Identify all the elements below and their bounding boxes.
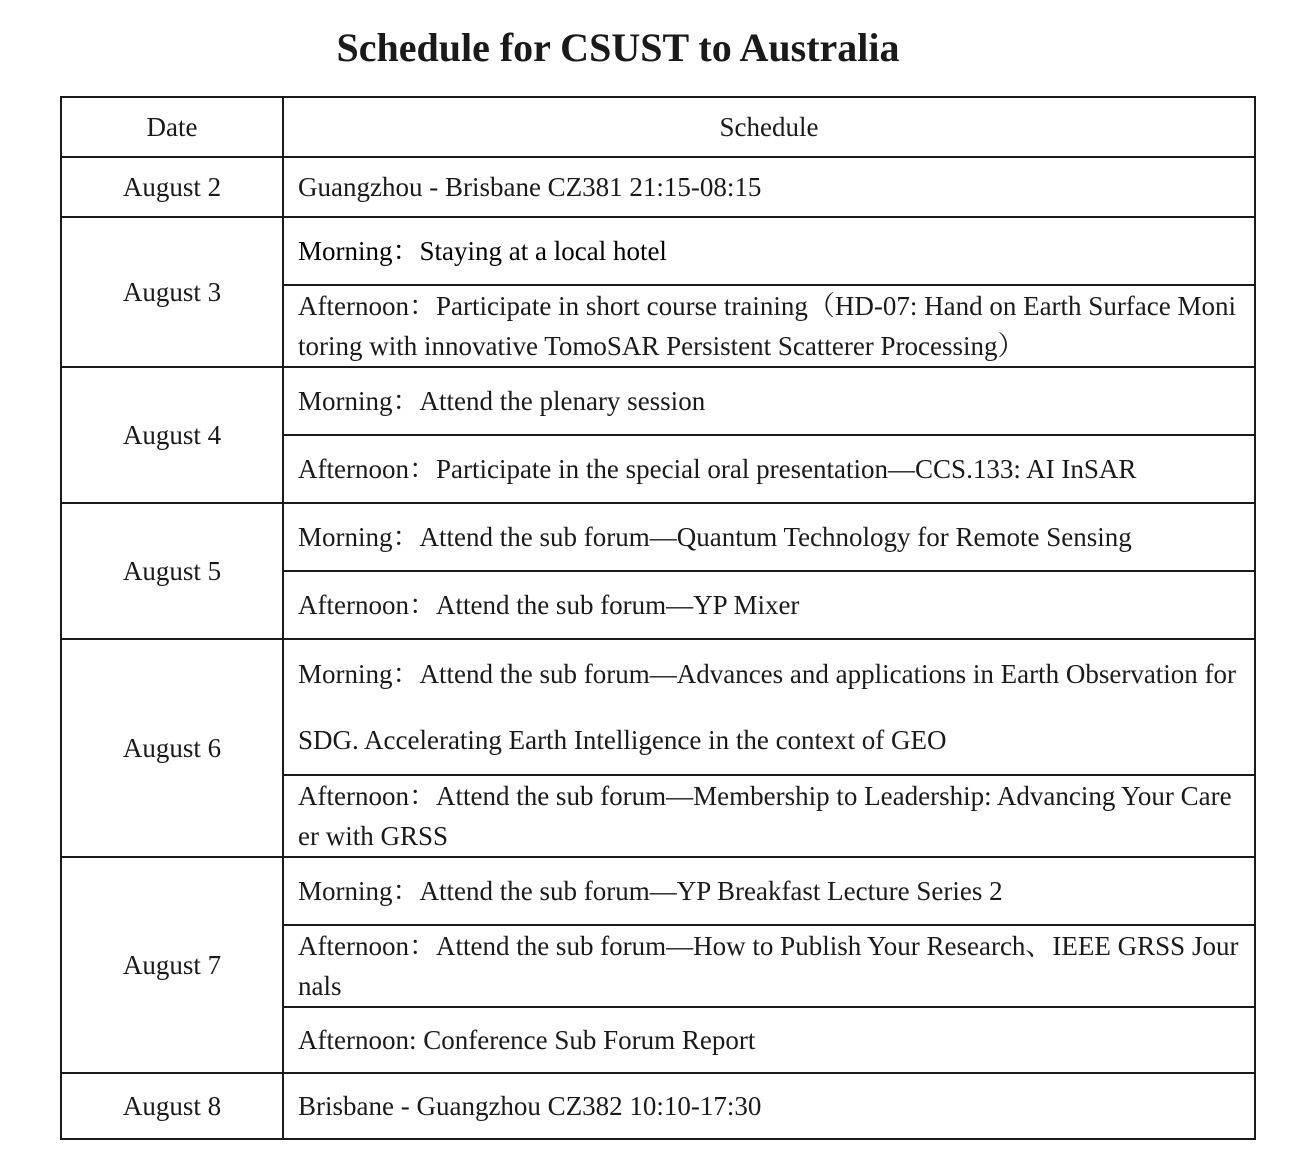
schedule-cell: Morning：Attend the sub forum—Quantum Technology for Remote Sensing [283, 503, 1255, 571]
page-title: Schedule for CSUST to Australia [336, 25, 900, 70]
date-cell: August 7 [61, 857, 283, 1073]
date-cell: August 2 [61, 157, 283, 217]
table-row [61, 1073, 1255, 1139]
schedule-cell: Morning：Attend the sub forum—YP Breakfast Lecture Series 2 [283, 857, 1255, 925]
schedule-cell: Afternoon：Attend the sub forum—YP Mixer [283, 571, 1255, 639]
table-row [61, 217, 1255, 285]
table-row [61, 157, 1255, 217]
date-cell: August 5 [61, 503, 283, 639]
table-header-row [61, 97, 1255, 157]
schedule-column-header: Schedule [283, 97, 1255, 157]
date-cell: August 6 [61, 639, 283, 857]
table-row [61, 503, 1255, 571]
date-cell: August 4 [61, 367, 283, 503]
table-row [61, 367, 1255, 435]
date-cell: August 8 [61, 1073, 283, 1139]
schedule-cell: Guangzhou - Brisbane CZ381 21:15-08:15 [283, 157, 1255, 217]
schedule-cell: Afternoon：Participate in the special oral presentation—CCS.133: AI InSAR [283, 435, 1255, 503]
date-column-header: Date [61, 97, 283, 157]
table-row [61, 639, 1255, 775]
schedule-cell: Morning：Attend the plenary session [283, 367, 1255, 435]
schedule-table [60, 96, 1256, 1140]
schedule-cell: Brisbane - Guangzhou CZ382 10:10-17:30 [283, 1073, 1255, 1139]
schedule-cell: Afternoon：Participate in short course training（HD-07: Hand on Earth Surface Monitoring with innovative TomoSAR Persistent Scatterer Processing） [283, 285, 1255, 367]
date-cell: August 3 [61, 217, 283, 367]
schedule-cell: Afternoon：Attend the sub forum—Membership to Leadership: Advancing Your Career with GRSS [283, 775, 1255, 857]
schedule-cell: Morning：Attend the sub forum—Advances and applications in Earth Observation for SDG. Accelerating Earth Intelligence in the context of GEO [283, 639, 1255, 775]
table-row [61, 857, 1255, 925]
schedule-cell: Afternoon：Attend the sub forum—How to Publish Your Research、IEEE GRSS Journals [283, 925, 1255, 1007]
schedule-cell: Morning：Staying at a local hotel [283, 217, 1255, 285]
schedule-cell: Afternoon: Conference Sub Forum Report [283, 1007, 1255, 1073]
